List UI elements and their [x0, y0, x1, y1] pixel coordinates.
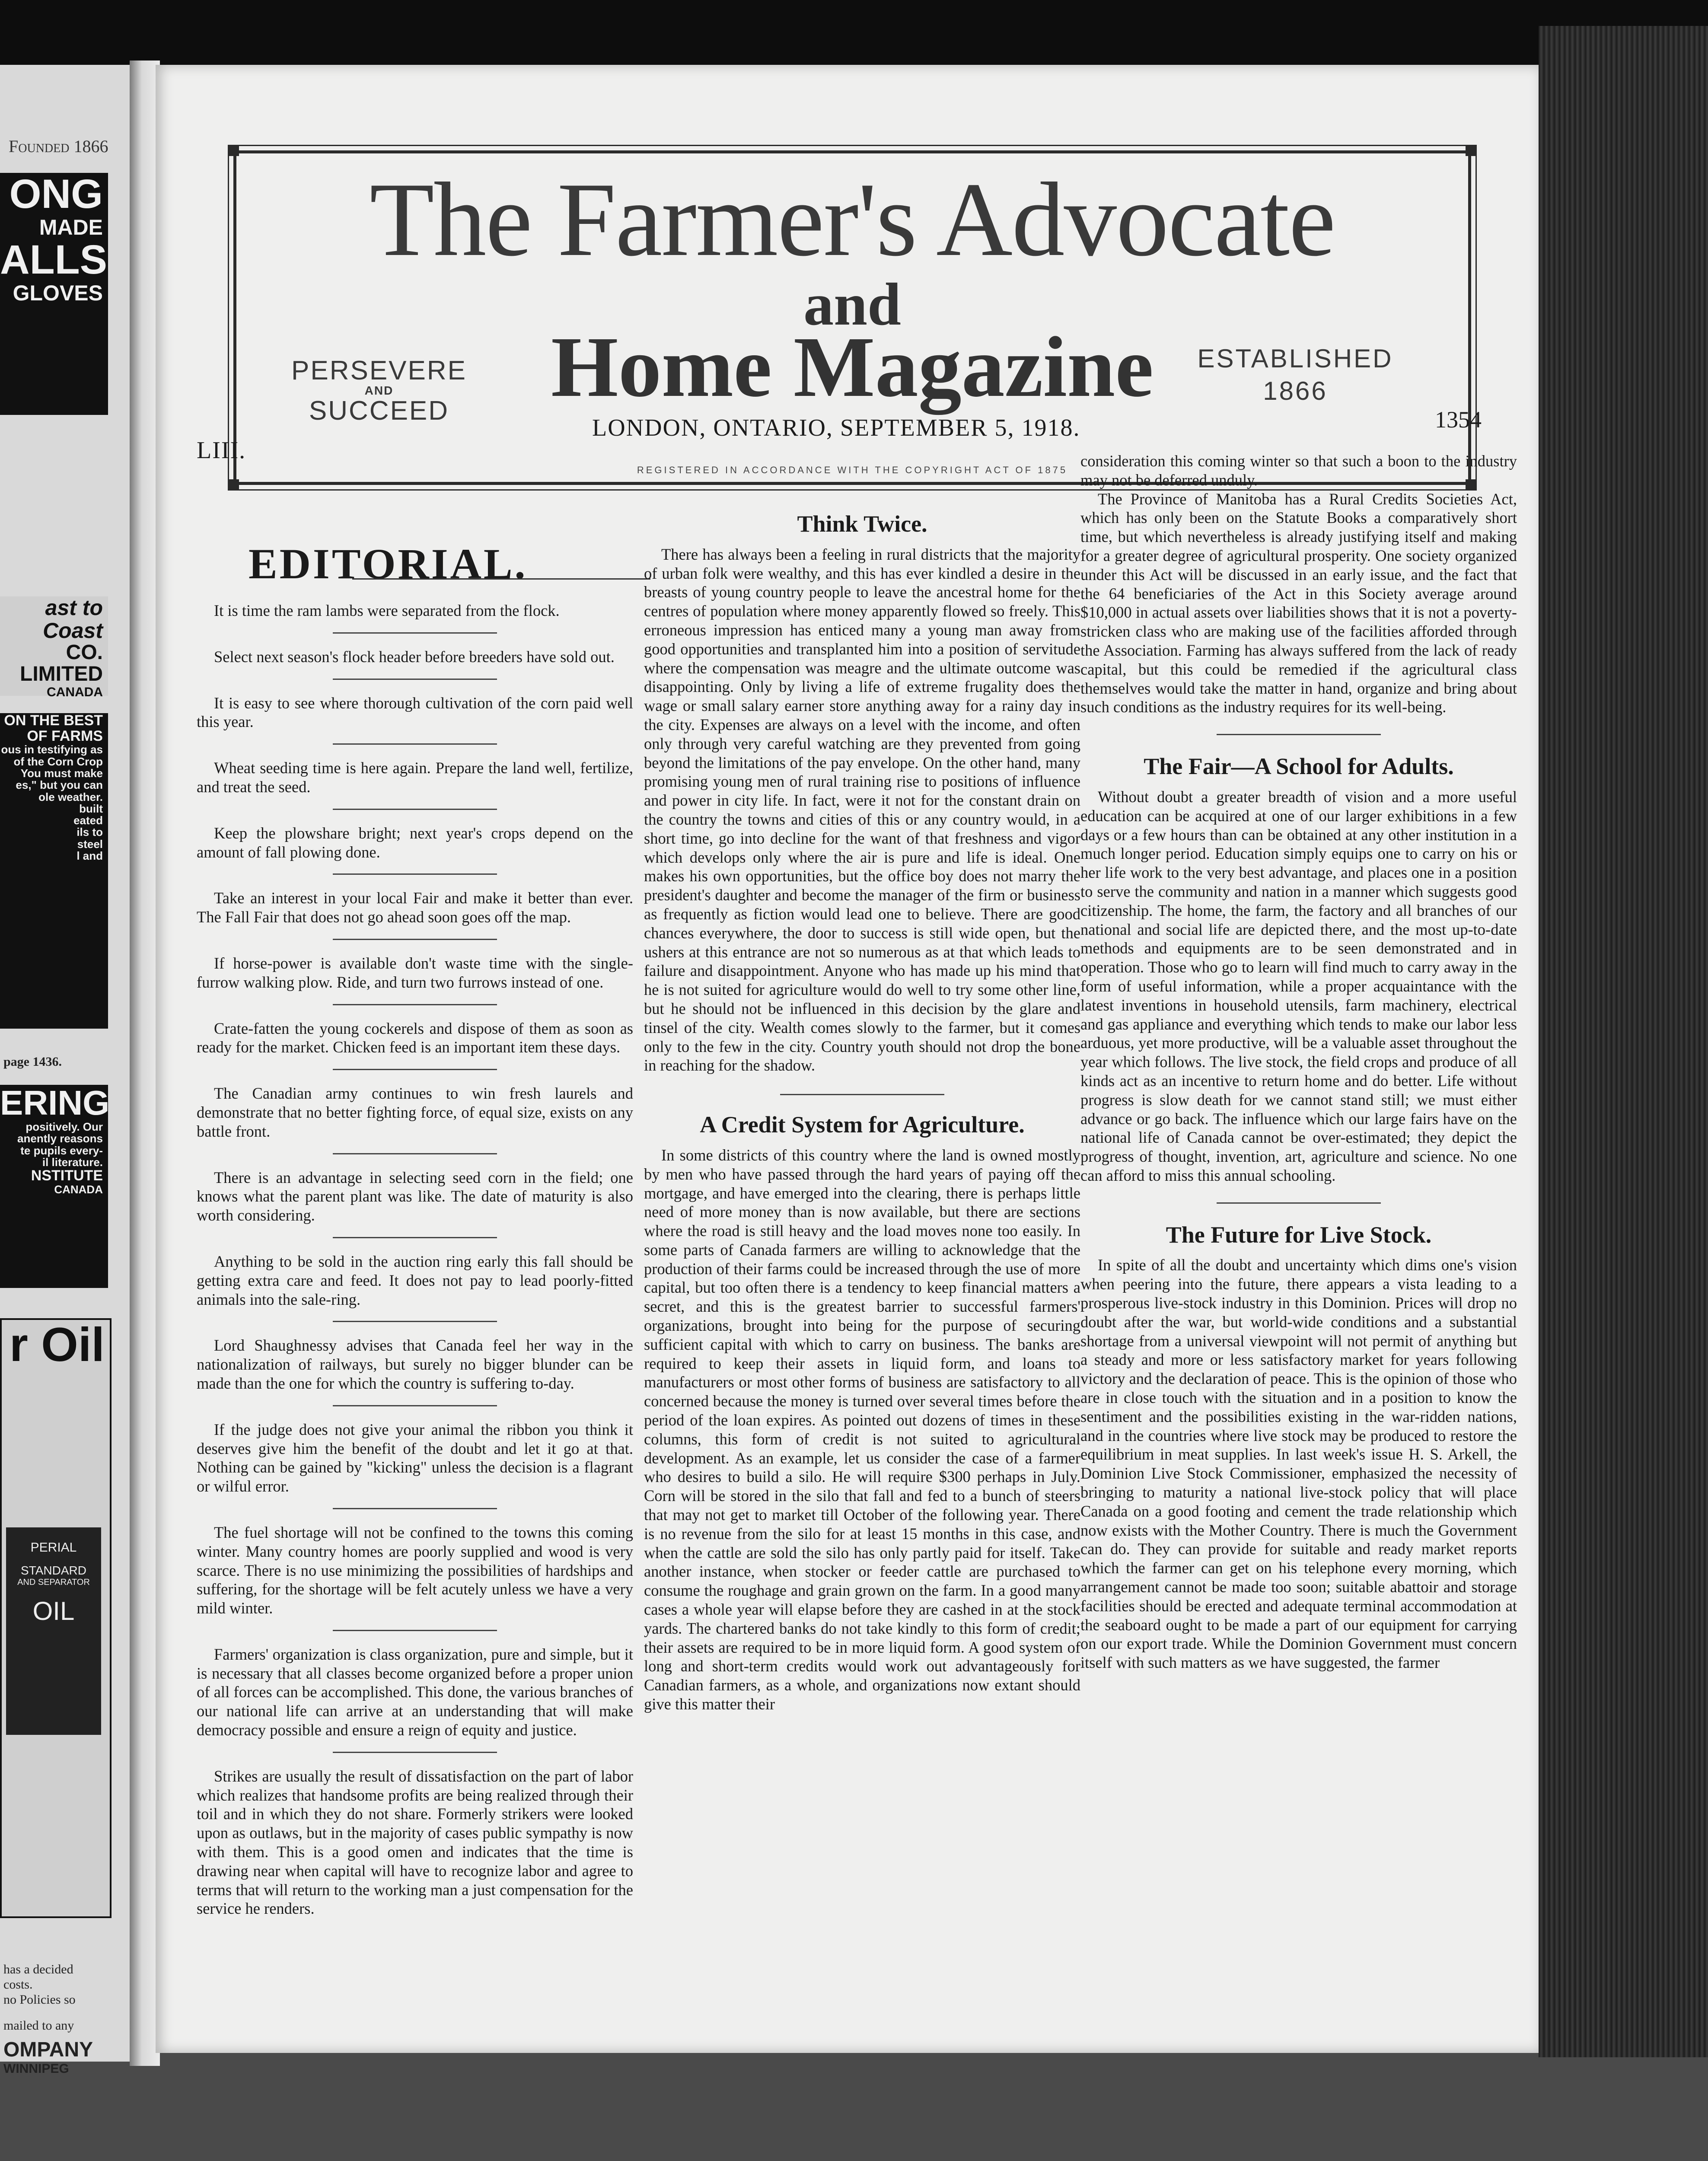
future-livestock-heading: The Future for Live Stock.	[1166, 1221, 1432, 1248]
footer-line: has a decided	[3, 1962, 73, 1976]
divider	[333, 1630, 497, 1631]
ad-gloves-line: GLOVES	[13, 281, 103, 305]
ad-silo-line: ON THE BEST	[4, 712, 103, 729]
ad-institute-line: positively. Our	[25, 1120, 103, 1133]
oil-can-label: PERIAL	[30, 1540, 77, 1555]
ad-silo-line: ole weather.	[38, 790, 103, 803]
ad-coast-line: CO. LIMITED	[20, 641, 103, 686]
masthead-motto	[284, 357, 474, 425]
future-livestock-body: In spite of all the doubt and uncertainty which dims one's vision when peering into the future, there appears a vista leading to a prosperous live-stock industry in this Dominion. Prices will drop no doubt after the war, but world-wide conditions and a substantial shortage from a universal viewpoint will not permit of anything but a steady and more or less satisfactory market for years following victory and the declaration of peace. This is the opinion of those who are in close touch with the situation and in a position to know the sentiment and the possibilities existing in the war-ridden nations, and in the countries where live stock may be produced to restore the equilibrium in meat supplies. In last week's issue H. S. Arkell, the Dominion Live Stock Commissioner, emphasized the necessity of bringing to maturity a national live-stock policy that will place Canada on a good footing and cement the trade relationship which now exists with the Mother Country. There is much the Government can do. They can provide for suitable and ready market reports which the farmer can get on his telephone every morning, which arrangement cannot be made too soon; suitable abattoir and storage facilities should be erected and adequate terminal accommodation at the seaboard ought to be made a part of our equipment for carrying on our export trade. While the Dominion Government must concern itself with such matters as we have suggested, the farmer	[1080, 1256, 1517, 1672]
motto-line: SUCCEED	[309, 396, 449, 426]
ad-silo-line: of the Corn Crop	[13, 755, 103, 768]
editorial-column	[197, 538, 633, 1918]
ad-gloves-line: ONG	[9, 171, 103, 217]
copyright-notice: REGISTERED IN ACCORDANCE WITH THE COPYRIGHT ACT OF 1875	[637, 465, 1068, 475]
editorial-paragraph: If the judge does not give your animal the ribbon you think it deserves give him the benefit of the doubt and let it go at that. Nothing can be gained by "kicking" unless the decision is a flagrant or wilful error.	[197, 1420, 633, 1495]
masthead-subtitle: Home Magazine	[551, 319, 1154, 415]
fair-school-heading: The Fair—A School for Adults.	[1144, 753, 1454, 780]
oil-can-illustration	[6, 1527, 101, 1735]
editorial-paragraph: Strikes are usually the result of dissatisfaction on the part of labor which realizes that handsome profits are being realized through their toil and in which they do not share. Formerly strikers were looked upon as outlaws, but in the majority of cases public sympathy is now with them. This is a good omen and indicates that the time is drawing near when capital will have to recognize labor and agree to terms that will return to the working man a just compensation for the service he renders.	[197, 1767, 633, 1918]
oil-can-label: AND SEPARATOR	[17, 1578, 90, 1587]
editorial-heading: EDITORIAL.	[197, 538, 633, 590]
divider	[333, 1405, 497, 1406]
ad-institute-line: CANADA	[54, 1182, 103, 1196]
motto-line: PERSEVERE	[291, 356, 467, 386]
oil-can-label: OIL	[32, 1597, 75, 1626]
newspaper-page	[156, 65, 1539, 2053]
footer-line: costs.	[3, 1977, 33, 1992]
ad-silo	[0, 713, 108, 1029]
divider	[333, 873, 497, 875]
credit-system-body: In some districts of this country where the land is owned mostly by men who have passed through the hard years of paying off the mortgage, and have emerged into the clearing, there is perhaps little need of more money than is now available, but there are sections where the road is still heavy and the load moves none too easily. In some parts of Canada farmers are willing to acknowledge that the production of their farms could be increased through the use of more capital, but too often there is a tendency to keep financial matters a secret, and this is the greatest barrier to successful farmers' organizations, brought into being for the purpose of securing sufficient capital with which to carry on business. The banks are required to keep their assets in liquid form, and loans to manufacturers or most other forms of business are satisfactory to all concerned because the money is turned over several times before the period of the loan expires. As pointed out dozens of times in these columns, this form of credit is not suited to agricultural development. As an example, let us consider the case of a farmer who desires to build a silo. He will require $300 perhaps in July. Corn will be stored in the silo that fall and fed to a bunch of steers that may not get to market till October of the following year. There is no revenue from the silo for at least 15 months in this case, and when the cattle are sold the silo has only partly paid for itself. Take another instance, when stocker or feeder cattle are purchased to consume the roughage and grain grown on the farm. In a good many cases a whole year will elapse before they are cashed in at the stock yards. The chartered banks do not take kindly to this form of credit; their assets are required to be in more liquid form. A good system of long and short-term credits would work out advantageously for Canadian farmers, as a whole, and organizations now extant should give this matter their	[644, 1146, 1080, 1713]
editorial-paragraph: The Canadian army continues to win fresh laurels and demonstrate that no better fighting force, of equal size, exists on any battle front.	[197, 1084, 633, 1140]
ad-silo-line: es," but you can	[16, 778, 103, 792]
divider	[333, 632, 497, 634]
divider	[780, 1094, 944, 1095]
credit-system-heading: A Credit System for Agriculture.	[700, 1112, 1025, 1138]
ad-coast-to-coast	[0, 596, 108, 699]
footer-line: mailed to any	[3, 2018, 74, 2033]
divider	[333, 679, 497, 680]
footer-city: WINNIPEG	[3, 2062, 69, 2076]
editorial-paragraph: It is time the ram lambs were separated from the flock.	[214, 602, 560, 619]
previous-page-strip	[0, 65, 134, 2076]
ad-gloves-line: ALLS	[0, 237, 108, 283]
scan-top-border	[0, 0, 1708, 65]
divider	[333, 1508, 497, 1509]
page-number: 1354	[1435, 407, 1482, 433]
editorial-paragraph: Keep the plowshare bright; next year's crops depend on the amount of fall plowing done.	[197, 824, 633, 861]
established-year: 1866	[1263, 376, 1328, 405]
divider	[333, 1153, 497, 1154]
divider	[333, 1752, 497, 1753]
ad-engineering-institute	[0, 1085, 108, 1288]
divider	[333, 1069, 497, 1070]
ad-silo-line: eated	[73, 814, 103, 827]
ad-silo-line: You must make	[20, 766, 103, 780]
editorial-paragraph: Anything to be sold in the auction ring early this fall should be getting extra care and feed. It does not pay to lead poorly-fitted animals into the sale-ring.	[197, 1252, 633, 1308]
credit-system-body-2: The Province of Manitoba has a Rural Credits Societies Act, which has only been on the Statute Books a comparatively short time, but which nevertheless is already justifying itself and making for a greater degree of agricultural prosperity. One society organized under this Act will be discussed in an early issue, and the fact that the 64 beneficiaries of the Act in this Society average around $10,000 in actual assets over liabilities shows that it is not a poverty-stricken class who are making use of the facilities afforded through the Association. Farming has always suffered from the lack of ready capital, but this could be remedied if the agricultural class themselves would take the matter in hand, organize and bring about such conditions as the industry requires for its well-being.	[1080, 490, 1517, 716]
ad-institute-line: te pupils every-	[20, 1144, 103, 1157]
editorial-paragraph: It is easy to see where thorough cultivation of the corn paid well this year.	[197, 694, 633, 731]
editorial-paragraph: Lord Shaughnessy advises that Canada feel her way in the nationalization of railways, but surely no bigger blunder can be made than the one for which the country is suffering to-day.	[197, 1336, 633, 1392]
masthead-corner	[228, 479, 239, 491]
editorial-paragraph: Select next season's flock header before breeders have sold out.	[214, 647, 615, 666]
oil-can-label: STANDARD	[21, 1564, 86, 1577]
ad-silo-line: built	[79, 802, 103, 815]
masthead-corner	[1466, 145, 1477, 156]
editorial-paragraph: There is an advantage in selecting seed corn in the field; one knows what the parent plant was like. The date of maturity is also worth considering.	[197, 1168, 633, 1224]
ad-silo-line: ous in testifying as	[1, 743, 103, 756]
column-three	[1080, 452, 1517, 1672]
volume-number: LIII.	[197, 437, 246, 464]
ad-silo-line: l and	[76, 849, 103, 863]
divider	[333, 743, 497, 745]
footer-line: no Policies so	[3, 1992, 76, 2007]
ad-imperial-oil	[0, 1318, 112, 1918]
ad-coast-line: CANADA	[47, 685, 103, 699]
motto-line: AND	[364, 384, 394, 398]
masthead-and: and	[803, 271, 901, 338]
credit-system-continued: consideration this coming winter so that such a boon to the industry may not be deferred unduly.	[1080, 452, 1517, 489]
footer-company: OMPANY	[3, 2038, 93, 2061]
founded-note: Founded 1866	[9, 137, 108, 156]
editorial-paragraph: Wheat seeding time is here again. Prepare the land well, fertilize, and treat the seed.	[197, 759, 633, 796]
think-twice-body: There has always been a feeling in rural districts that the majority of urban folk were wealthy, and this has ever kindled a desire in the breasts of young country people to leave the ancestral home for the centres of population where money apparently flowed so freely. This erroneous impression has enticed many a young man away from good opportunities and transplanted him into a position of servitude where the compensation was meagre and the ultimate outcome was disappointing. Only by living a life of extreme frugality does the wage or small salary earner store anything away for a rainy day in the city. Expenses are always on a level with the income, and often only through very careful watching are they prevented from going beyond the limitations of the pay envelope. On the other hand, many promising young men of rural training rise to positions of influence and power in city life. In fact, were it not for the constant drain on the country the towns and cities of this or any country would, in a short time, go into decline for the want of that freshness and vigor which develops only where the air is pure and life is ideal. One makes his own opportunities, but the office boy does not marry the president's daughter and become the manager of the firm or business as frequently as fiction would lead one to believe. There are good chances everywhere, the door to success is still wide open, but the ushers at this entrance are not so numerous as at that which leads to failure and disappointment. Anyone who has made up his mind that he is not suited for agriculture would do well to try some other line, but he should not be influenced in this decision by the glare and tinsel of the city. Wealth comes slowly to the farmer, but it comes only to the few in the city. Country youth should not drop the bone in reaching for the shadow.	[644, 545, 1080, 1074]
scan-bottom-border	[0, 2049, 1708, 2161]
divider	[1217, 1202, 1381, 1204]
ad-silo-line: ils to	[76, 826, 103, 839]
column-two	[644, 510, 1080, 1714]
ad-institute-line: anently reasons	[17, 1132, 103, 1145]
divider	[333, 1321, 497, 1322]
divider	[333, 1004, 497, 1005]
ad-silo-line: OF FARMS	[27, 727, 103, 744]
editorial-paragraph: Crate-fatten the young cockerels and dispose of them as soon as ready for the market. Chicken feed is an important item these days.	[197, 1019, 633, 1056]
editorial-paragraph: Take an interest in your local Fair and make it better than ever. The Fall Fair that does not go ahead soon goes off the map.	[197, 889, 633, 926]
ad-coast-line: ast to Coast	[43, 596, 103, 643]
editorial-paragraph: Farmers' organization is class organization, pure and simple, but it is necessary that all classes become organized before a proper union of all forces can be accomplished. This done, the various branches of our national life can arrive at an understanding that will make democracy possible and ensure a reign of equity and justice.	[197, 1645, 633, 1739]
masthead-title: The Farmer's Advocate	[370, 161, 1335, 278]
ad-gloves-line: MADE	[39, 215, 103, 239]
divider	[333, 1237, 497, 1238]
divider	[333, 809, 497, 810]
ad-institute-line: il literature.	[42, 1155, 103, 1169]
masthead-corner	[228, 145, 239, 156]
dateline: LONDON, ONTARIO, SEPTEMBER 5, 1918.	[592, 414, 1080, 441]
fair-school-body: Without doubt a greater breadth of vision and a more useful education can be acquired at one of our larger exhibitions in a few days or a few hours than can be obtained at any other institution in a much longer period. Education simply equips one to carry on his or her life work to the very best advantage, and places one in a position to serve the community and nation in a manner which suggests good citizenship. The home, the farm, the factory and all branches of our national and social life are depicted there, and the most up-to-date methods and equipments are to be seen demonstrated and in operation. Those who go to learn will find much to carry away in the form of useful information, while a proper acquaintance with the latest inventions in household utensils, farm machinery, electrical and gas appliance and everything which tends to make our labor less arduous, yet more productive, will be a valuable asset throughout the year which follows. The live stock, the field crops and produce of all kinds act as an incentive to return home and do better. Life without progress is slow death for we cannot stand still; we must either advance or go back. The influence which our large fairs have on the national life of Canada cannot be over-estimated; they depict the progress of thought, invention, art, agriculture and science. No one can afford to miss this annual schooling.	[1080, 787, 1517, 1184]
editorial-paragraph: The fuel shortage will not be confined to the towns this coming winter. Many country homes are poorly supplied and wood is very scarce. There is no use minimizing the possibilities of hardships and suffering, for the shortage will be felt acutely unless we have a very mild winter.	[197, 1523, 633, 1617]
ad-oil-title: r Oil	[9, 1318, 105, 1371]
editorial-paragraph: If horse-power is available don't waste time with the single-furrow walking plow. Ride, and turn two furrows instead of one.	[197, 954, 633, 991]
book-page-edges	[1539, 26, 1708, 2057]
think-twice-heading: Think Twice.	[797, 511, 927, 537]
page-reference: page 1436.	[3, 1055, 62, 1069]
divider	[333, 939, 497, 940]
ad-silo-line: steel	[77, 837, 103, 851]
ad-institute-line: ERING	[0, 1084, 110, 1122]
divider	[1217, 734, 1381, 735]
ad-institute-line: NSTITUTE	[31, 1167, 103, 1184]
established-label: ESTABLISHED	[1197, 344, 1393, 373]
masthead-established	[1174, 344, 1416, 406]
ad-gloves	[0, 173, 108, 415]
